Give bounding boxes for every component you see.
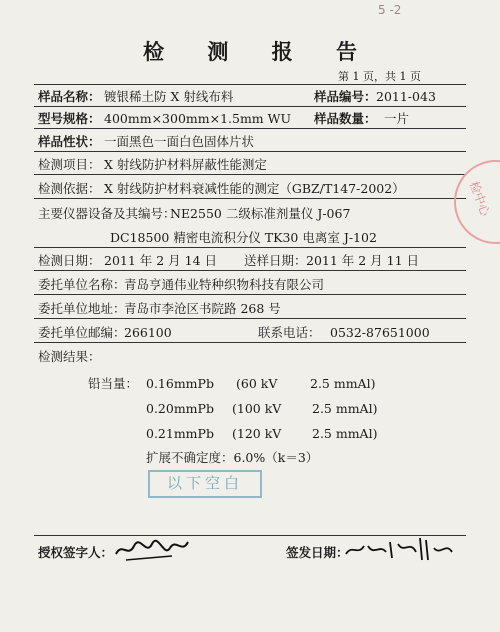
inspection-seal [454,160,500,244]
result-kv: (100 kV [232,401,282,416]
header-divider [34,84,466,85]
client-post-label: 委托单位邮编： [38,325,126,340]
send-date-label: 送样日期： [244,253,307,268]
lead-equivalent-label: 铅当量： [88,376,139,391]
result-pb: 0.21mmPb [146,426,214,441]
test-item-label: 检测项目： [38,157,101,172]
send-date-value: 2011 年 2 月 11 日 [306,253,420,268]
test-date-value: 2011 年 2 月 14 日 [104,253,218,268]
row-divider [34,198,466,199]
corner-mark: 5 -2 [378,3,402,17]
test-basis-value: X 射线防护材料衰减性能的测定（GBZ/T147-2002） [104,181,405,196]
client-name-label: 委托单位名称： [38,277,126,292]
sample-name-value: 镀银稀土防 X 射线布料 [104,89,234,104]
report-title: 检 测 报 告 [143,40,375,64]
sample-no-label: 样品编号： [314,89,377,104]
row-divider [34,174,466,175]
result-ma: 2.5 mmAl) [312,401,378,416]
row-divider [34,294,466,295]
handwritten-signature [112,536,192,564]
date-label: 签发日期： [286,545,349,560]
property-label: 样品性状： [38,134,101,149]
sample-name-label: 样品名称： [38,89,101,104]
test-date-label: 检测日期： [38,253,101,268]
result-ma: 2.5 mmAl) [312,426,378,441]
row-divider [34,128,466,129]
row-divider [34,318,466,319]
test-basis-label: 检测依据： [38,181,101,196]
quantity-value: 一片 [384,111,410,126]
seal-text: 检中心 [466,179,493,218]
row-divider [34,151,466,152]
property-value: 一面黑色一面白色固体片状 [104,134,255,149]
phone-value: 0532-87651000 [330,325,430,340]
client-address-value: 青岛市李沧区书院路 268 号 [124,301,281,316]
instrument-line-2: DC18500 精密电流积分仪 TK30 电离室 J-102 [110,230,377,245]
row-divider [34,270,466,271]
results-label: 检测结果： [38,349,101,364]
phone-label: 联系电话： [258,325,321,340]
result-ma: 2.5 mmAl) [310,376,376,391]
page-info: 第 1 页，共 1 页 [338,70,421,83]
instrument-line-1: NE2550 二级标准剂量仪 J-067 [170,206,351,221]
row-divider [34,247,466,248]
result-kv: (120 kV [232,426,282,441]
row-divider [34,342,466,343]
uncertainty: 扩展不确定度：6.0%（k＝3） [146,450,319,465]
client-name-value: 青岛亨通伟业特种织物科技有限公司 [124,277,325,292]
sample-no-value: 2011-043 [376,89,436,104]
row-divider [34,106,466,107]
result-kv: (60 kV [236,376,278,391]
model-value: 400mm×300mm×1.5mm WU [104,111,292,126]
model-label: 型号规格： [38,111,101,126]
quantity-label: 样品数量： [314,111,377,126]
result-pb: 0.16mmPb [146,376,214,391]
test-item-value: X 射线防护材料屏蔽性能测定 [104,157,267,172]
client-address-label: 委托单位地址： [38,301,126,316]
signer-label: 授权签字人： [38,545,114,560]
blank-below-stamp: 以下空白 [148,470,262,498]
client-post-value: 266100 [124,325,172,340]
instruments-label: 主要仪器设备及其编号： [38,206,176,221]
result-pb: 0.20mmPb [146,401,214,416]
handwritten-date [344,534,460,564]
